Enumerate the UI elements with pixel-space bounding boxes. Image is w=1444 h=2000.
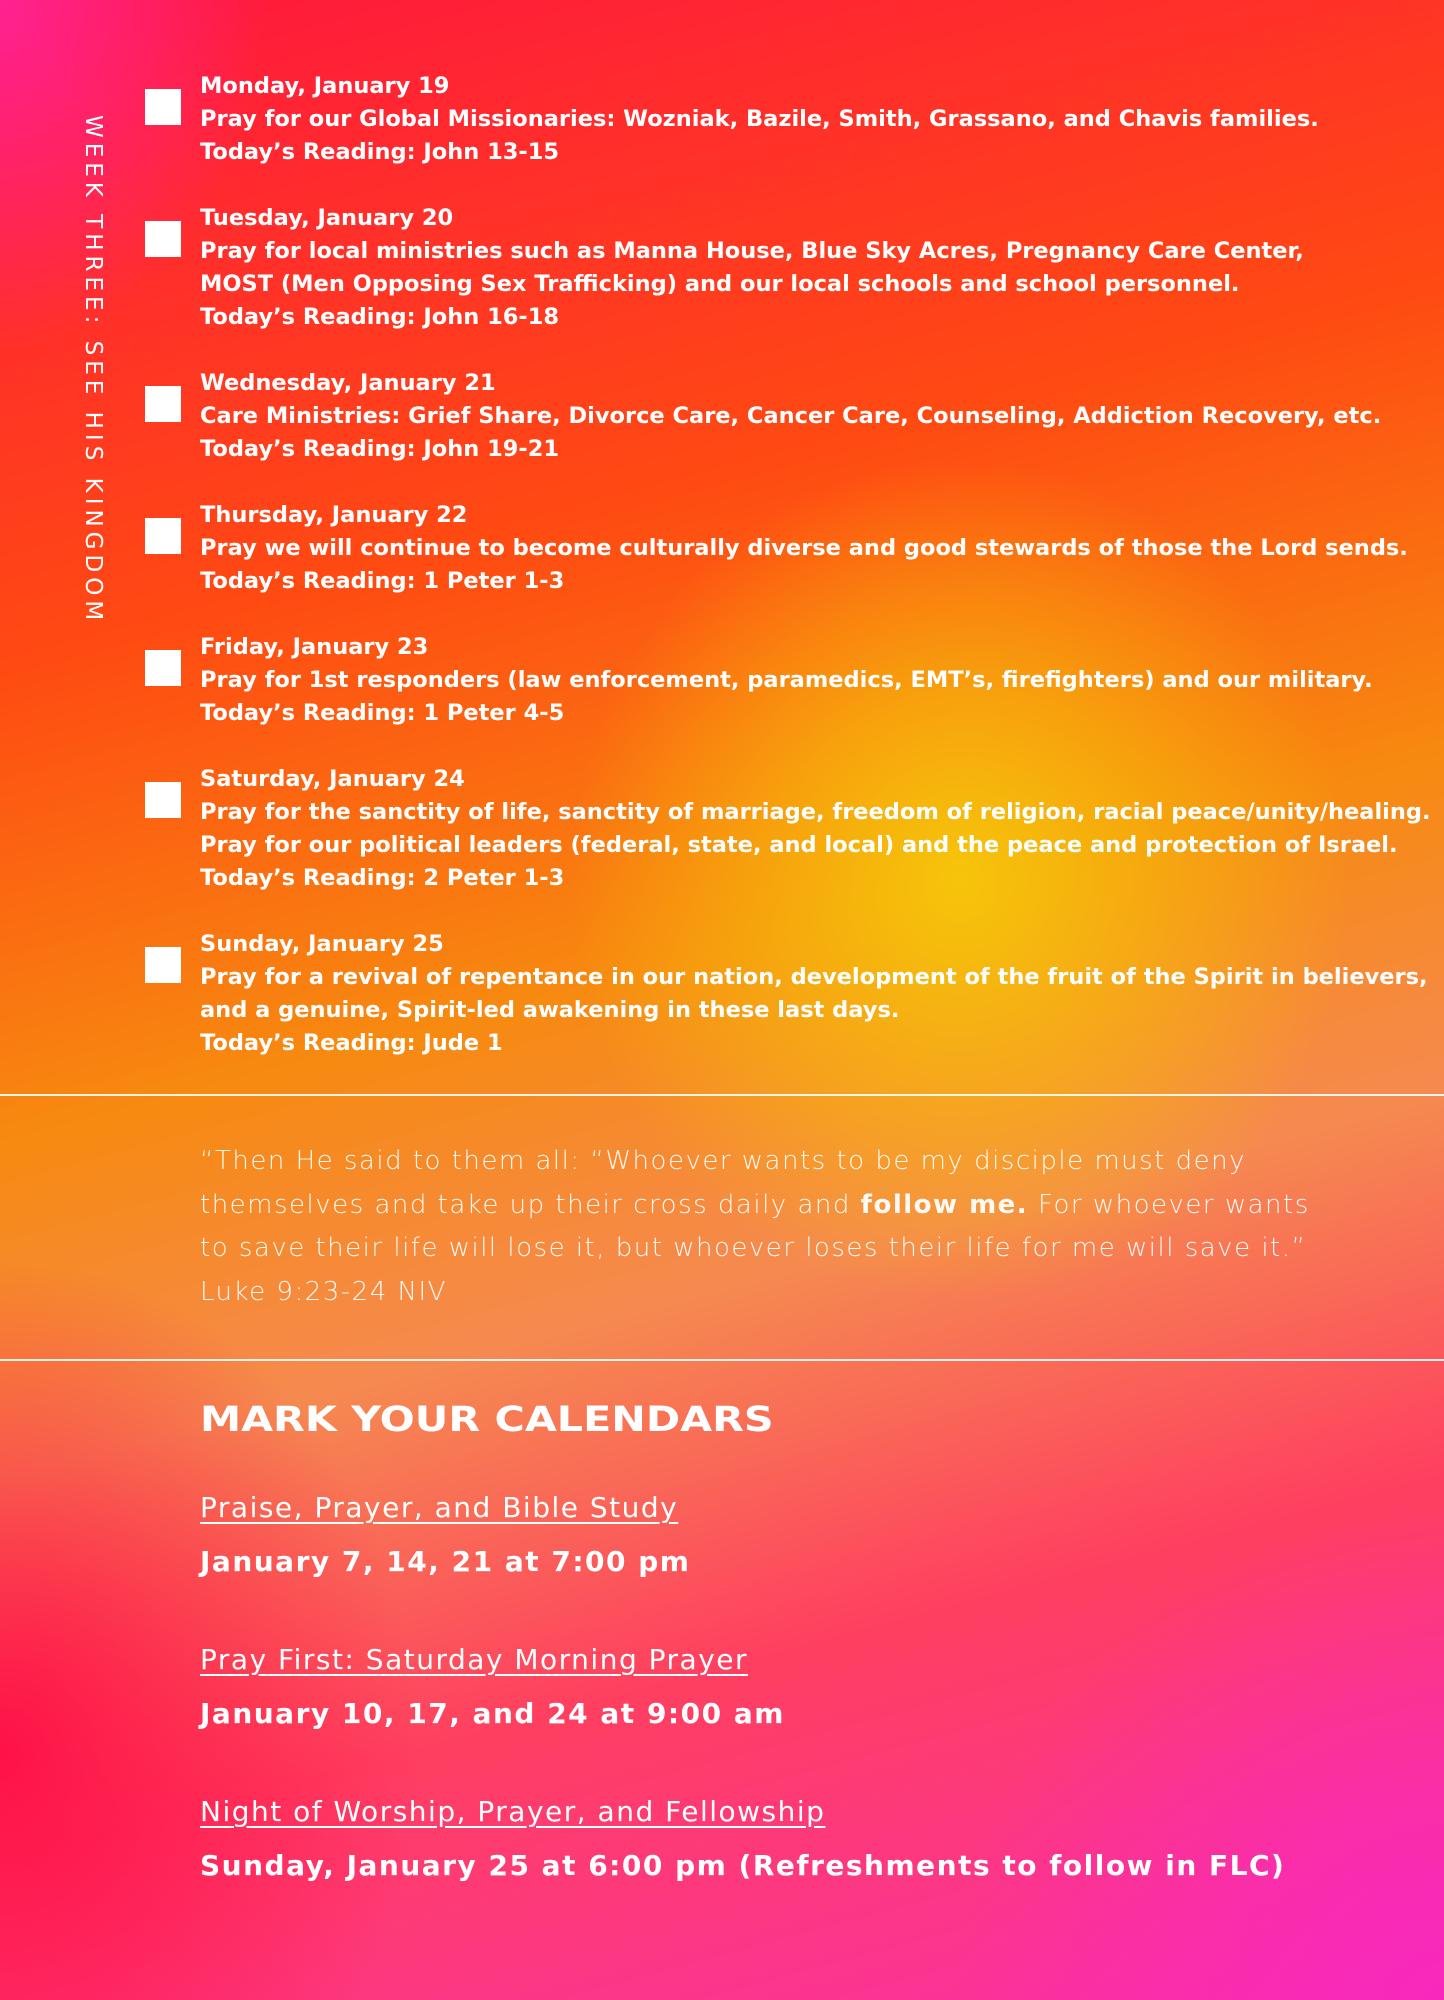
event-title: Praise, Prayer, and Bible Study xyxy=(200,1491,679,1524)
quote-text-before: “Then He said to them all: “Whoever wants to be my disciple must deny themselves and take up their cross daily and xyxy=(200,1146,1247,1220)
event-list xyxy=(200,1488,1400,1944)
day-item xyxy=(145,70,1435,169)
checkbox[interactable] xyxy=(145,386,181,422)
day-item xyxy=(145,499,1435,598)
checkbox[interactable] xyxy=(145,947,181,983)
checkbox[interactable] xyxy=(145,650,181,686)
quote-text-after: For whoever wants to save their life will lose it, but whoever loses their life for me will save it.” Luke 9:23-24 NIV xyxy=(200,1189,1310,1307)
day-item xyxy=(145,367,1435,466)
event-title: Pray First: Saturday Morning Prayer xyxy=(200,1643,748,1676)
prayer-text: Pray for 1st responders (law enforcement, paramedics, EMT’s, firefighters) and our military. xyxy=(200,667,1373,693)
day-date: Wednesday, January 21 xyxy=(200,370,496,396)
todays-reading: Today’s Reading: John 16-18 xyxy=(200,304,560,330)
day-item xyxy=(145,631,1435,730)
todays-reading: Today’s Reading: 2 Peter 1-3 xyxy=(200,865,565,891)
prayer-text: Pray for a revival of repentance in our nation, development of the fruit of the Spirit in believers, xyxy=(200,964,1428,990)
day-date: Monday, January 19 xyxy=(200,73,450,99)
day-item xyxy=(145,202,1435,334)
quote-emphasis: follow me. xyxy=(860,1189,1029,1220)
week-title: WEEK THREE: SEE HIS KINGDOM xyxy=(80,115,106,626)
day-date: Friday, January 23 xyxy=(200,634,429,660)
prayer-text: MOST (Men Opposing Sex Trafficking) and our local schools and school personnel. xyxy=(200,271,1240,297)
day-item xyxy=(145,928,1435,1060)
day-date: Thursday, January 22 xyxy=(200,502,468,528)
day-date: Tuesday, January 20 xyxy=(200,205,454,231)
prayer-text: and a genuine, Spirit-led awakening in these last days. xyxy=(200,997,900,1023)
scripture-quote xyxy=(200,1140,1330,1314)
day-date: Sunday, January 25 xyxy=(200,931,444,957)
todays-reading: Today’s Reading: 1 Peter 1-3 xyxy=(200,568,565,594)
todays-reading: Today’s Reading: 1 Peter 4-5 xyxy=(200,700,565,726)
event-title: Night of Worship, Prayer, and Fellowship xyxy=(200,1795,826,1828)
prayer-text: Pray for local ministries such as Manna House, Blue Sky Acres, Pregnancy Care Center, xyxy=(200,238,1304,264)
prayer-text: Pray for the sanctity of life, sanctity of marriage, freedom of religion, racial peace/unity/healing. xyxy=(200,799,1431,825)
prayer-text: Pray we will continue to become culturally diverse and good stewards of those the Lord sends. xyxy=(200,535,1408,561)
checkbox[interactable] xyxy=(145,89,181,125)
todays-reading: Today’s Reading: John 19-21 xyxy=(200,436,560,462)
divider-bottom xyxy=(0,1359,1444,1361)
event-date: Sunday, January 25 at 6:00 pm (Refreshments to follow in FLC) xyxy=(200,1849,1286,1882)
prayer-text: Pray for our political leaders (federal, state, and local) and the peace and protection of Israel. xyxy=(200,832,1398,858)
daily-prayer-list xyxy=(145,70,1435,1093)
day-date: Saturday, January 24 xyxy=(200,766,465,792)
prayer-text: Pray for our Global Missionaries: Wozniak, Bazile, Smith, Grassano, and Chavis families. xyxy=(200,106,1319,132)
prayer-text: Care Ministries: Grief Share, Divorce Care, Cancer Care, Counseling, Addiction Recovery, etc. xyxy=(200,403,1382,429)
calendar-event xyxy=(200,1640,1400,1734)
event-date: January 10, 17, and 24 at 9:00 am xyxy=(200,1697,785,1730)
event-date: January 7, 14, 21 at 7:00 pm xyxy=(200,1545,691,1578)
day-item xyxy=(145,763,1435,895)
todays-reading: Today’s Reading: Jude 1 xyxy=(200,1030,503,1056)
checkbox[interactable] xyxy=(145,221,181,257)
calendar-event xyxy=(200,1792,1400,1886)
checkbox[interactable] xyxy=(145,782,181,818)
calendar-event xyxy=(200,1488,1400,1582)
todays-reading: Today’s Reading: John 13-15 xyxy=(200,139,560,165)
divider-top xyxy=(0,1094,1444,1096)
checkbox[interactable] xyxy=(145,518,181,554)
calendar-heading: MARK YOUR CALENDARS xyxy=(200,1400,774,1440)
